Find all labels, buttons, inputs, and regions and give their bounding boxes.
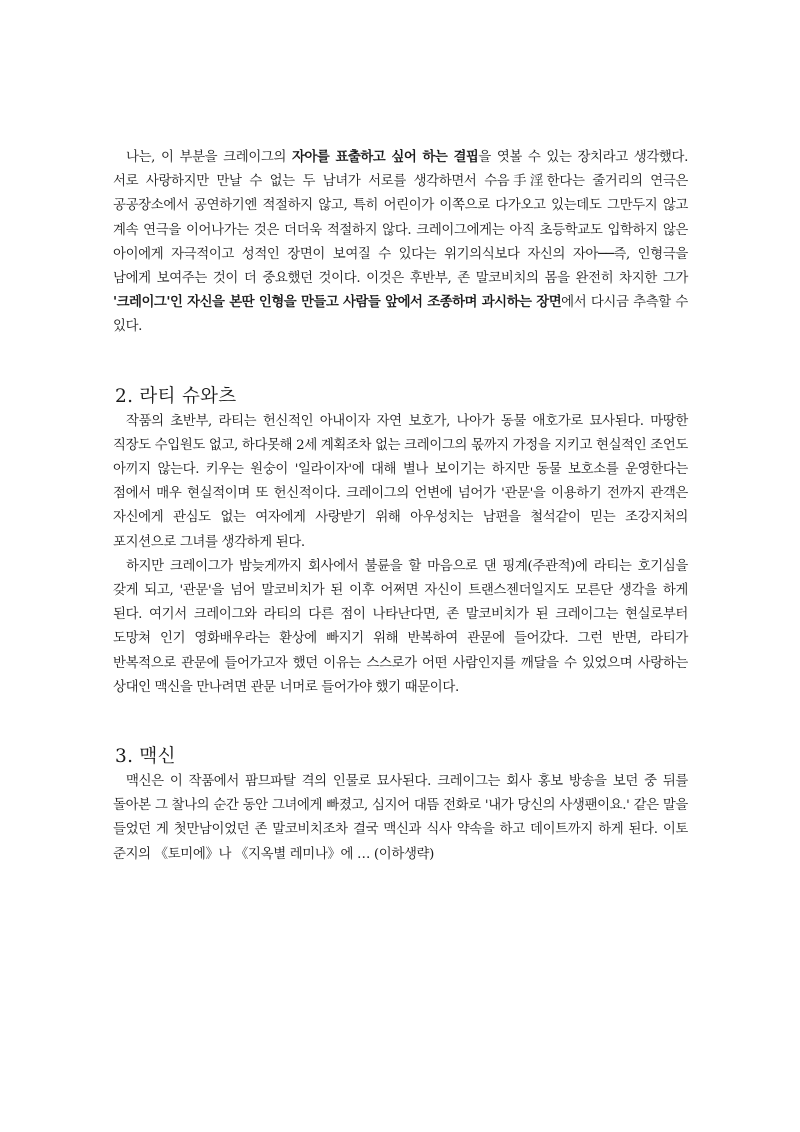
section-maxine (113, 770, 688, 867)
intro-text-c: 을 엿볼 수 있는 장치라고 생각했다. 서로 사랑하지만 만날 수 없는 두 남녀가 서로를 생각하면서 수음手淫한다는 줄거리의 연극은 공공장소에서 공연하기엔 적절하지 않고, 특히 어린이가 이쪽으로 다가오고 있는데도 그만두지 않고 계속 연극을 이어나가는 것은 더더욱 적절하지 않다. 크레이그에게는 아직 초등학교도 입학하지 않은 아이에게 자극적이고 성적인 장면이 보여질 수 있다는 위기의식보다 자신의 자아──즉, 인형극을 남에게 보여주는 것이 더 중요했던 것이다. 이것은 후반부, 존 말코비치의 몸을 완전히 차지한 그가 (113, 150, 688, 287)
intro-paragraph (113, 146, 688, 340)
intro-text-d: 에서 다시금 추측할 수 있다. (113, 295, 688, 335)
section-heading-maxine: 3. 맥신 (115, 746, 176, 768)
lotte-paragraph-1: 작품의 초반부, 라티는 헌신적인 아내이자 자연 보호가, 나아가 동물 애호가로 묘사된다. 마땅한 직장도 수입원도 없고, 하다못해 2세 계획조차 없는 크레이그의 몫까지 가정을 지키고 현실적인 조언도 아끼지 않는다. 키우는 원숭이 '일라이자'에 대해 별나 보이기는 하지만 동물 보호소를 운영한다는 점에서 매우 현실적이며 또 헌신적이다. 크레이그의 언변에 넘어가 '관문'을 이용하기 전까지 관객은 자신에게 관심도 없는 여자에게 사랑받기 위해 아우성치는 남편을 철석같이 믿는 조강지처의 포지션으로 그녀를 생각하게 된다. (113, 413, 688, 550)
lotte-paragraph-2: 하지만 크레이그가 밤늦게까지 회사에서 불륜을 할 마음으로 댄 핑계(주관적)에 라티는 호기심을 갖게 되고, '관문'을 넘어 말코비치가 된 이후 어쩌면 자신이 트랜스젠더일지도 모른단 생각을 하게 된다. 여기서 크레이그와 라티의 다른 점이 나타난다면, 존 말코비치가 된 크레이그는 현실로부터 도망쳐 인기 영화배우라는 환상에 빠지기 위해 반복하여 관문에 들어갔다. 그런 반면, 라티가 반복적으로 관문에 들어가고자 했던 이유는 스스로가 어떤 사람인지를 깨달을 수 있었으며 사랑하는 상대인 맥신을 만나려면 관문 너머로 들어가야 했기 때문이다. (113, 558, 688, 695)
section-lotte (113, 410, 688, 700)
section-heading-lotte: 2. 라티 슈와츠 (115, 385, 237, 407)
intro-emphasis-deficiency: 자아를 표출하고 싶어 하는 결핍 (292, 150, 479, 165)
document-page (113, 146, 688, 867)
maxine-paragraph-1: 맥신은 이 작품에서 팜므파탈 격의 인물로 묘사된다. 크레이그는 회사 홍보 방송을 보던 중 뒤를 돌아본 그 찰나의 순간 동안 그녀에게 빠졌고, 심지어 대뜸 전화로 '내가 당신의 사생팬이요.' 같은 말을 들었던 게 첫만남이었던 존 말코비치조차 결국 맥신과 식사 약속을 하고 데이트까지 하게 된다. 이토 준지의 《토미에》나 《지옥별 레미나》에 … (이하생략) (113, 774, 688, 862)
intro-text-a: 나는, 이 부분을 크레이그의 (126, 150, 292, 165)
intro-emphasis-puppet-scene: '크레이그'인 자신을 본딴 인형을 만들고 사람들 앞에서 조종하며 과시하는 장면 (113, 295, 562, 311)
